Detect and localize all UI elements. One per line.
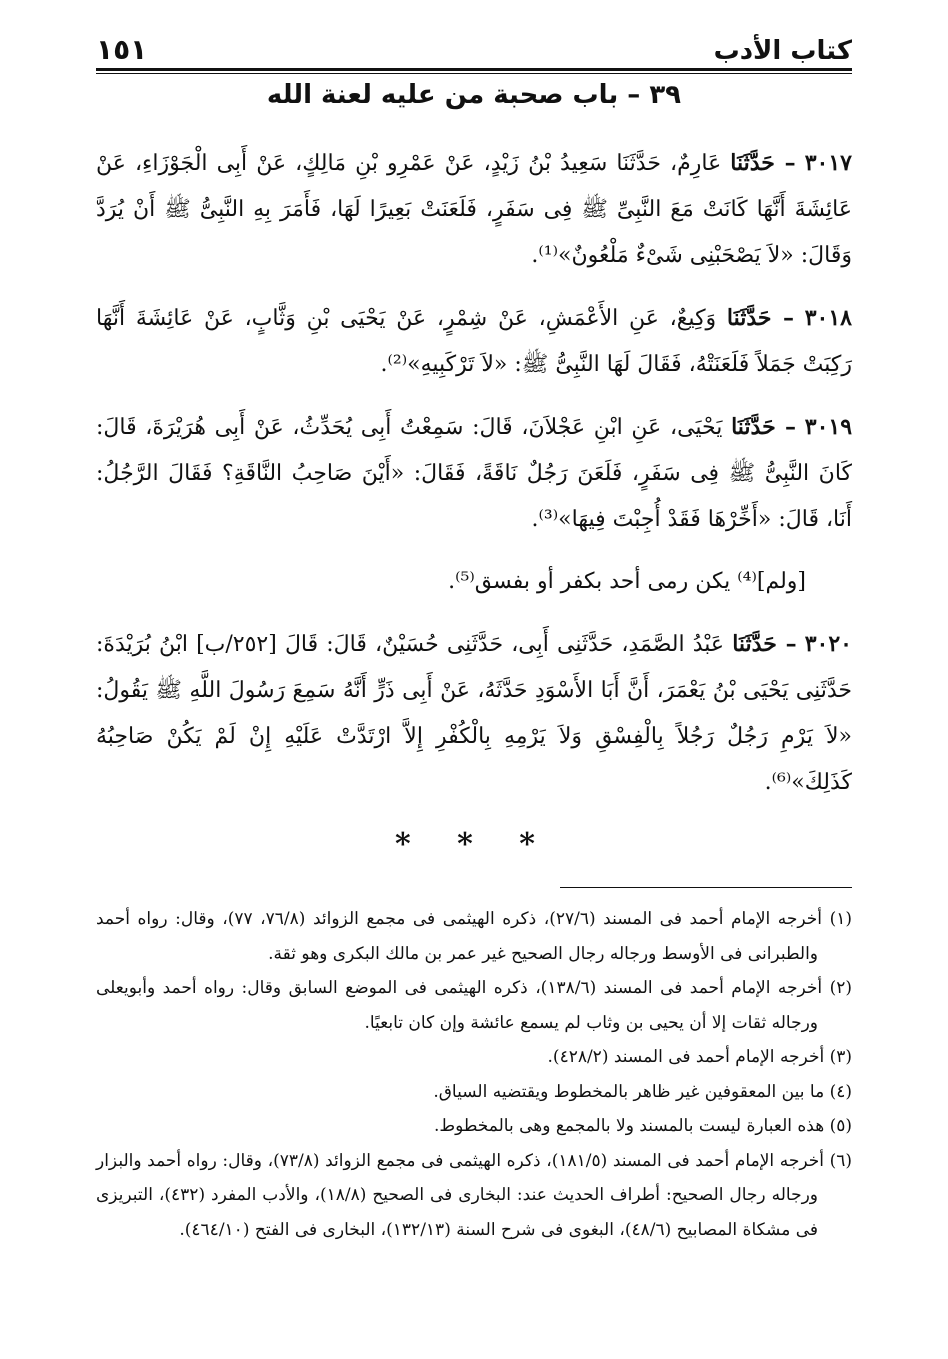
chapter-heading: ٣٩ – باب صحبة من عليه لعنة الله [266,80,682,110]
hadith-paragraph [96,295,852,388]
header-rule-thin [96,73,852,74]
footnote: (١) أخرجه الإمام أحمد فى المسند (٢٧/٦)، ذكره الهيثمى فى مجمع الزوائد (٧٦/٨، ٧٧)، وقال: رواه أحمد والطبرانى فى الأوسط ورجاله رجال الصحيح غير عمر بن مالك البكرى وهو ثقة. [96,909,852,964]
footnotes [96,902,852,1247]
page-header [96,26,852,66]
hadith-text: يَحْيَى، عَنِ ابْنِ عَجْلاَنَ، قَالَ: سَمِعْتُ أَبِى يُحَدِّثُ، عَنْ أَبِى هُرَيْرَةَ، قَالَ: كَانَ النَّبِىُّ ﷺ فِى سَفَرٍ، فَلَعَنَ رَجُلٌ نَاقَةً، فَقَالَ: «أَيْنَ صَاحِبُ النَّاقَةِ؟ فَقَالَ الرَّجُلُ: أَنَا، قَالَ: «أَخِّرْهَا فَقَدْ أُجِبْتَ فِيهَا»⁽³⁾. [96,415,852,532]
hadith-number: ٣٠١٧ [804,150,852,176]
footnote: (٣) أخرجه الإمام أحمد فى المسند (٤٢٨/٢). [547,1047,852,1067]
hadith-paragraph [96,621,852,806]
footnote: (٤) ما بين المعقوفين غير ظاهر بالمخطوط ويقتضيه السياق. [433,1081,852,1102]
main-text [96,140,852,868]
footnote: (٥) هذه العبارة ليست بالمسند ولا بالمجمع وهى بالمخطوط. [433,1116,852,1136]
hadith-number: ٣٠١٩ [804,414,853,440]
hadith-paragraph [96,404,852,543]
page-number: ١٥١ [96,33,148,66]
header-rule-thick [96,68,852,71]
section-separator-stars: * * * [395,827,553,862]
editorial-bracket-note: [ولم]⁽⁴⁾ يكن رمى أحد بكفر أو بفسق⁽⁵⁾. [448,569,806,594]
hadith-text: وَكِيعٌ، عَنِ الأَعْمَشِ، عَنْ شِمْرٍ، عَنْ يَحْيَى بْنِ وَثَّابٍ، عَنْ عَائِشَةَ أَنَّهَا رَكِبَتْ جَمَلاً فَلَعَنَتْهُ، فَقَالَ لَهَا النَّبِىُّ ﷺ: «لاَ تَرْكَبِيهِ»⁽²⁾. [96,306,852,377]
hadith-lead: حَدَّثَنَا [726,305,772,331]
hadith-dash: – [775,414,797,440]
footnote: (٦) أخرجه الإمام أحمد فى المسند (١٨١/٥)، ذكره الهيثمى فى مجمع الزوائد (٧٣/٨)، وقال: رواه أحمد والبزار ورجاله رجال الصحيح: أطراف الحديث عند: البخارى فى الصحيح (١٨/٨)، والأدب المفرد (٤٣٢)، التبريزى فى مشكاة المصابيح (٤٨/٦)، البغوى فى شرح السنة (١٣٢/١٣)، البخارى فى الفتح (٤٦٤/١٠). [96,1150,852,1240]
footnote: (٢) أخرجه الإمام أحمد فى المسند (١٣٨/٦)، ذكره الهيثمى فى الموضع السابق وقال: رواه أحمد وأبويعلى ورجاله ثقات إلا أن يحيى بن وثاب لم يسمع عائشة وإن كان تابعيًا. [96,978,852,1033]
hadith-dash: – [776,631,797,657]
hadith-text: عَارِمٌ، حَدَّثَنَا سَعِيدُ بْنُ زَيْدٍ، عَنْ عَمْرِو بْنِ مَالِكٍ، عَنْ أَبِى الْجَوْزَاءِ، عَنْ عَائِشَةَ أَنَّهَا كَانَتْ مَعَ النَّبِىِّ ﷺ فِى سَفَرٍ، فَلَعَنَتْ بَعِيرًا لَهَا، فَأَمَرَ بِهِ النَّبِىُّ ﷺ أَنْ يُرَدَّ وَقَالَ: «لاَ يَصْحَبْنِى شَىْءٌ مَلْعُونٌ»⁽¹⁾. [96,151,852,268]
hadith-number: ٣٠٢٠ [804,631,852,657]
hadith-dash: – [774,150,796,176]
hadith-number: ٣٠١٨ [804,305,852,331]
hadith-lead: حَدَّثَنَا [730,150,775,176]
hadith-text: عَبْدُ الصَّمَدِ، حَدَّثَنِى أَبِى، حَدَّثَنِى حُسَيْنٌ، قَالَ: قَالَ [٢٥٢/ب] ابْنُ بُرَيْدَةَ: حَدَّثَنِى يَحْيَى بْنُ يَعْمَرَ، أَنَّ أَبَا الأَسْوَدِ حَدَّثَهُ، عَنْ أَبِى ذَرٍّ أَنَّهُ سَمِعَ رَسُولَ اللَّهِ ﷺ يَقُولُ: «لاَ يَرْمِ رَجُلٌ رَجُلاً بِالْفِسْقِ وَلاَ يَرْمِهِ بِالْكُفْرِ إِلاَّ ارْتَدَّتْ عَلَيْهِ إِنْ لَمْ يَكُنْ صَاحِبُهُ كَذَلِكَ»⁽⁶⁾. [96,632,852,795]
footnote-rule [560,887,852,888]
hadith-lead: حَدَّثَنَا [731,414,776,440]
running-head-book-title: كتاب الأدب [713,36,852,66]
hadith-lead: حَدَّثَنَا [732,631,777,657]
hadith-paragraph [96,140,852,279]
hadith-dash: – [771,305,794,331]
